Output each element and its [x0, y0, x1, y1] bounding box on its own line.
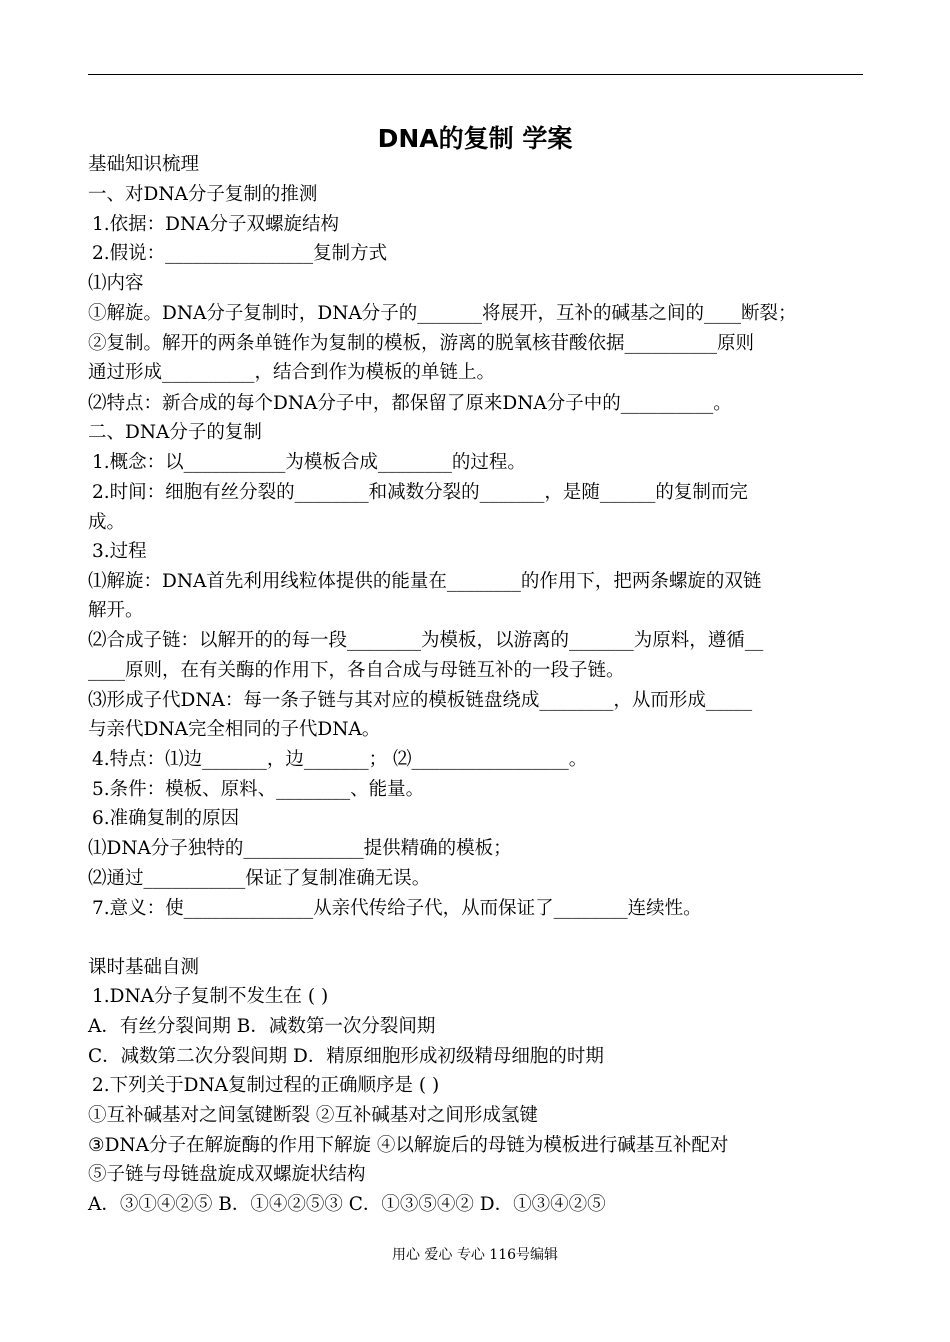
text-line: 2.时间：细胞有丝分裂的________和减数分裂的_______，是随______的复制而完 [92, 482, 748, 503]
text-line: ⑵合成子链：以解开的的每一段________为模板，以游离的_______为原料，遵循__ [88, 630, 764, 651]
section-heading: 一、对DNA分子复制的推测 [88, 184, 318, 205]
page-title: DNA的复制 学案 [377, 124, 573, 153]
text-line: ⑤子链与母链盘旋成双螺旋状结构 [88, 1164, 366, 1185]
text-line: ①解旋。DNA分子复制时，DNA分子的_______将展开，互补的碱基之间的____断裂； [88, 303, 797, 324]
text-line: ⑴DNA分子独特的_____________提供精确的模板； [88, 838, 512, 859]
text-line: 2.假说：________________复制方式 [92, 243, 388, 264]
text-line: 3.过程 [92, 541, 147, 562]
answer-options: A．有丝分裂间期 B．减数第一次分裂间期 [88, 1016, 436, 1037]
answer-options: A．③①④②⑤ B．①④②⑤③ C．①③⑤④② D．①③④②⑤ [88, 1194, 606, 1215]
text-line: 4.特点：⑴边_______，边_______； ⑵_________________。 [92, 749, 588, 770]
text-line: 与亲代DNA完全相同的子代DNA。 [88, 719, 381, 740]
text-line: 7.意义：使______________从亲代传给子代，从而保证了________连续性。 [92, 898, 702, 919]
text-line: 5.条件：模板、原料、________、能量。 [92, 779, 425, 800]
text-line: ⑵通过___________保证了复制准确无误。 [88, 868, 431, 889]
text-line: 6.准确复制的原因 [92, 808, 240, 829]
question-stem: 1.DNA分子复制不发生在 ( ) [92, 986, 329, 1007]
text-line: ⑴解旋：DNA首先利用线粒体提供的能量在________的作用下，把两条螺旋的双链 [88, 571, 762, 592]
answer-options: C．减数第二次分裂间期 D．精原细胞形成初级精母细胞的时期 [88, 1046, 604, 1067]
text-line: 1.依据：DNA分子双螺旋结构 [92, 214, 340, 235]
text-line: 1.概念：以___________为模板合成________的过程。 [92, 452, 526, 473]
text-line: ⑶形成子代DNA：每一条子链与其对应的模板链盘绕成________，从而形成_____ [88, 690, 753, 711]
text-line: 成。 [88, 512, 126, 533]
text-line: ③DNA分子在解旋酶的作用下解旋 ④以解旋后的母链为模板进行碱基互补配对 [88, 1135, 729, 1156]
section-heading: 基础知识梳理 [88, 154, 200, 175]
text-line: ⑴内容 [88, 273, 144, 294]
question-stem: 2.下列关于DNA复制过程的正确顺序是 ( ) [92, 1075, 440, 1096]
page-footer: 用心 爱心 专心 116号编辑 [391, 1247, 559, 1263]
text-line: ①互补碱基对之间氢键断裂 ②互补碱基对之间形成氢键 [88, 1105, 538, 1126]
section-heading: 二、DNA分子的复制 [88, 422, 262, 443]
section-heading: 课时基础自测 [88, 957, 200, 978]
text-line: ⑵特点：新合成的每个DNA分子中，都保留了原来DNA分子中的__________。 [88, 393, 732, 414]
header-rule [88, 74, 863, 75]
text-line: ②复制。解开的两条单链作为复制的模板，游离的脱氧核苷酸依据__________原则 [88, 333, 755, 354]
text-line: 解开。 [88, 600, 144, 621]
text-line: ____原则，在有关酶的作用下，各自合成与母链互补的一段子链。 [88, 660, 625, 681]
text-line: 通过形成__________，结合到作为模板的单链上。 [88, 362, 496, 383]
